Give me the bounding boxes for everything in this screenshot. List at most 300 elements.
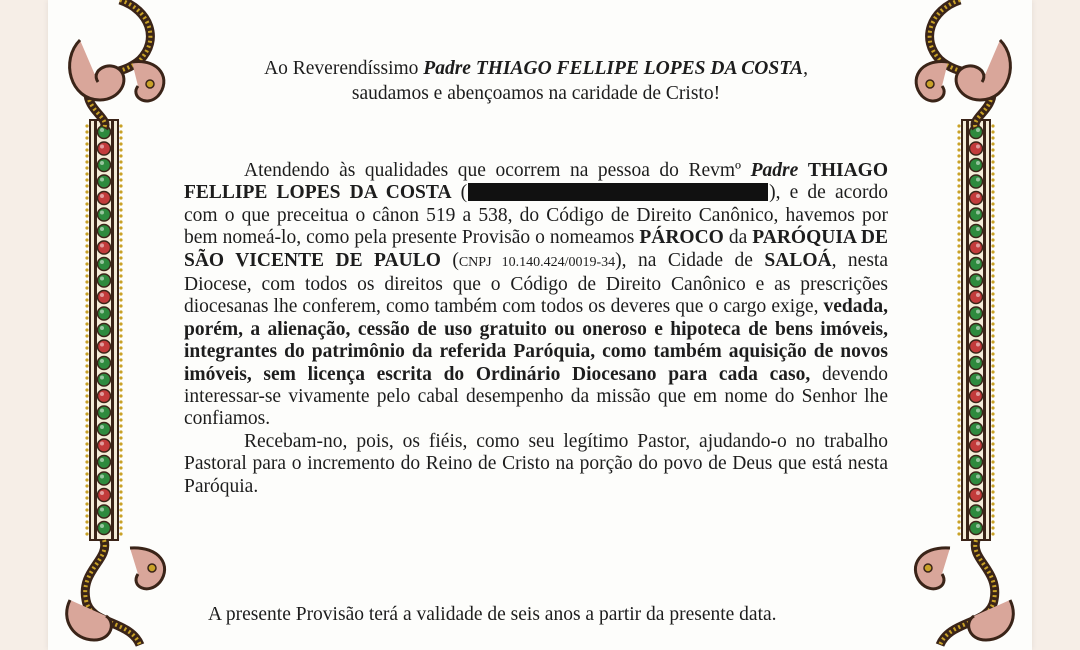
gold-dot [991,178,994,181]
provision-body [184,160,888,498]
border-bead [970,439,983,452]
gold-dot [957,472,960,475]
gold-dot [119,370,122,373]
gold-dot [119,496,122,499]
gold-dot [119,304,122,307]
border-bead [98,258,111,271]
gold-dot [119,406,122,409]
border-bead [98,225,111,238]
border-bead [98,159,111,172]
gold-dot [957,256,960,259]
gold-dot [957,160,960,163]
gold-dot [85,196,88,199]
gold-dot [957,508,960,511]
gold-dot [957,388,960,391]
gold-dot [85,124,88,127]
bead-highlight [976,524,980,528]
border-line [983,120,986,540]
gold-dot [957,292,960,295]
gold-dot [85,490,88,493]
bead-highlight [976,293,980,297]
gold-dot [991,418,994,421]
gold-dot [85,166,88,169]
bead-highlight [976,277,980,281]
gold-dot [119,532,122,535]
border-bead [970,291,983,304]
bead-highlight [100,293,104,297]
scroll-curl-top [956,40,1010,100]
bead-highlight [976,260,980,264]
gold-dot [957,178,960,181]
gold-dot [85,364,88,367]
gold-dot [119,184,122,187]
bead-highlight [100,310,104,314]
gold-dot [957,130,960,133]
gold-dot [119,394,122,397]
gold-dot [85,148,88,151]
gold-dot [991,136,994,139]
border-bead [98,192,111,205]
gold-dot [991,202,994,205]
gold-dot [991,394,994,397]
gold-dot [85,418,88,421]
border-bead [98,274,111,287]
gold-dot [957,208,960,211]
gold-dot [957,346,960,349]
gold-dot [85,346,88,349]
gold-dot [85,502,88,505]
gold-dot [991,232,994,235]
gold-dot [957,370,960,373]
gold-dot [119,250,122,253]
bead-highlight [100,524,104,528]
gold-dot [85,388,88,391]
gold-dot [85,136,88,139]
border-line [111,120,114,540]
scroll-jewel [926,80,934,88]
gold-dot [85,304,88,307]
gold-dot [991,316,994,319]
gold-dot [957,190,960,193]
gold-dot [85,400,88,403]
gold-dot [991,454,994,457]
gold-dot [85,508,88,511]
gold-dot [957,418,960,421]
gold-dot [957,238,960,241]
gold-dot [85,412,88,415]
bead-highlight [100,326,104,330]
gold-dot [119,280,122,283]
gold-dot [85,154,88,157]
bead-highlight [976,343,980,347]
gold-dot [991,460,994,463]
gold-dot [119,124,122,127]
bead-highlight [100,475,104,479]
gold-dot [85,262,88,265]
gold-dot [119,502,122,505]
scroll-jewel [148,564,156,572]
gold-dot [957,382,960,385]
gold-dot [119,208,122,211]
gold-dot [119,400,122,403]
gold-dot [957,364,960,367]
gold-dot [119,196,122,199]
bead-highlight [976,392,980,396]
gold-dot [991,244,994,247]
parish-cnpj: CNPJ 10.140.424/0019-34 [458,254,616,270]
gold-dot [119,274,122,277]
border-bead [970,225,983,238]
gold-dot [85,316,88,319]
gold-dot [957,142,960,145]
border-bead [98,522,111,535]
gold-dot [957,316,960,319]
gold-dot [991,490,994,493]
gold-dot [119,472,122,475]
gold-dot [957,502,960,505]
gold-dot [991,274,994,277]
gold-dot [991,376,994,379]
gold-dot [119,478,122,481]
gold-dot [957,274,960,277]
gold-dot [119,358,122,361]
gold-dot [119,430,122,433]
gold-dot [85,406,88,409]
gold-dot [119,328,122,331]
bead-highlight [100,178,104,182]
border-bead [970,258,983,271]
gold-dot [85,178,88,181]
gold-dot [991,310,994,313]
bead-highlight [100,359,104,363]
gold-dot [85,232,88,235]
gold-dot [991,508,994,511]
gold-dot [957,532,960,535]
gold-dot [85,298,88,301]
gold-dot [991,472,994,475]
bead-highlight [976,310,980,314]
gold-dot [85,430,88,433]
gold-dot [119,388,122,391]
border-bead [970,373,983,386]
bead-highlight [976,491,980,495]
gold-dot [119,364,122,367]
gold-dot [85,142,88,145]
bead-highlight [976,425,980,429]
border-bead [970,406,983,419]
gold-dot [957,232,960,235]
bead-highlight [976,161,980,165]
gold-dot [119,460,122,463]
gold-dot [991,448,994,451]
gold-dot [957,328,960,331]
gold-dot [957,520,960,523]
gold-dot [957,460,960,463]
gold-dot [85,256,88,259]
salutation [184,56,888,106]
gold-dot [85,352,88,355]
gold-dot [119,142,122,145]
gold-dot [85,238,88,241]
city-name: SALOÁ [764,249,832,271]
bead-highlight [976,442,980,446]
gold-dot [85,382,88,385]
bead-highlight [100,442,104,446]
gold-dot [991,484,994,487]
bead-highlight [100,145,104,149]
border-bead [970,390,983,403]
gold-dot [119,484,122,487]
gold-dot [957,298,960,301]
border-bead [970,456,983,469]
gold-dot [85,244,88,247]
gold-dot [957,172,960,175]
gold-dot [119,268,122,271]
gold-dot [85,322,88,325]
gold-dot [85,448,88,451]
gold-dot [85,460,88,463]
gold-dot [85,466,88,469]
gold-dot [957,478,960,481]
gold-dot [991,340,994,343]
gold-dot [119,238,122,241]
gold-dot [957,358,960,361]
gold-dot [119,226,122,229]
salutation-line-1: Ao Reverendíssimo Padre THIAGO FELLIPE LOPES DA COSTA, [264,58,808,79]
bead-highlight [100,227,104,231]
gold-dot [119,352,122,355]
gold-dot [119,232,122,235]
border-bead [98,439,111,452]
gold-dot [991,124,994,127]
gold-dot [957,280,960,283]
gold-dot [85,280,88,283]
bead-highlight [976,145,980,149]
gold-dot [991,280,994,283]
gold-dot [957,514,960,517]
bead-highlight [976,508,980,512]
bead-highlight [100,194,104,198]
gold-dot [119,508,122,511]
gold-dot [957,226,960,229]
gold-dot [991,172,994,175]
bead-highlight [976,359,980,363]
gold-dot [957,352,960,355]
gold-dot [85,130,88,133]
gold-dot [991,388,994,391]
gold-dot [119,214,122,217]
gold-dot [85,340,88,343]
border-bead [98,505,111,518]
gold-dot [119,148,122,151]
border-bead [98,390,111,403]
gold-dot [957,268,960,271]
gold-dot [991,196,994,199]
border-bead [970,208,983,221]
gold-dot [991,406,994,409]
gold-dot [85,532,88,535]
gold-dot [119,316,122,319]
bead-highlight [100,343,104,347]
gold-dot [85,472,88,475]
bead-highlight [100,260,104,264]
gold-dot [991,400,994,403]
border-bead [970,142,983,155]
gold-dot [85,310,88,313]
gold-dot [957,286,960,289]
border-bead [98,340,111,353]
parish-name: PARÓQUIA DE SÃO VICENTE DE PAULO [184,227,889,271]
gold-dot [957,214,960,217]
bead-highlight [976,178,980,182]
gold-dot [85,394,88,397]
gold-dot [119,286,122,289]
gold-dot [957,490,960,493]
border-bead [970,522,983,535]
gold-dot [957,400,960,403]
bead-highlight [100,211,104,215]
gold-dot [957,220,960,223]
gold-dot [119,202,122,205]
gold-dot [957,412,960,415]
gold-dot [85,274,88,277]
gold-dot [957,154,960,157]
gold-dot [119,310,122,313]
gold-dot [991,250,994,253]
gold-dot [991,442,994,445]
gold-dot [957,526,960,529]
bead-highlight [976,409,980,413]
ornamental-border-right [900,0,1020,650]
border-group [915,0,1013,645]
gold-dot [119,166,122,169]
bead-highlight [100,161,104,165]
gold-dot [85,202,88,205]
border-bead [970,472,983,485]
border-group [67,0,165,645]
gold-dot [991,226,994,229]
gold-dot [85,328,88,331]
gold-dot [957,454,960,457]
gold-dot [991,370,994,373]
salutation-line-2: saudamos e abençoamos na caridade de Cristo! [351,83,721,104]
bead-highlight [976,244,980,248]
border-bead [98,489,111,502]
paragraph-reception: Recebam-no, pois, os fiéis, como seu legítimo Pastor, ajudando-o no trabalho Pastoral para o incremento do Reino de Cristo na porção do povo de Deus que está nesta Paróquia. [184,430,888,497]
gold-dot [991,298,994,301]
gold-dot [991,130,994,133]
scroll-jewel [146,80,154,88]
gold-dot [991,184,994,187]
gold-dot [991,334,994,337]
gold-dot [119,190,122,193]
bead-highlight [100,277,104,281]
border-bead [970,159,983,172]
gold-dot [85,376,88,379]
gold-dot [85,208,88,211]
gold-dot [119,292,122,295]
gold-dot [991,478,994,481]
gold-dot [119,346,122,349]
gold-dot [119,376,122,379]
gold-dot [957,196,960,199]
border-bead [98,142,111,155]
border-bead [970,324,983,337]
gold-dot [991,142,994,145]
bead-highlight [976,376,980,380]
gold-dot [991,430,994,433]
border-bead [98,291,111,304]
border-bead [98,456,111,469]
restriction-clause: vedada, porém, a alienação, cessão de uso gratuito ou oneroso e hipoteca de bens imóveis, integrantes do patrimônio da referida Paróquia, como também aquisição de novos imóveis, sem licença escrita do Ordinário Diocesano para cada caso, [184,296,888,385]
border-bead [98,324,111,337]
gold-dot [85,250,88,253]
gold-dot [991,322,994,325]
gold-dot [957,496,960,499]
border-bead [98,406,111,419]
gold-dot [957,466,960,469]
gold-dot [957,484,960,487]
gold-dot [119,382,122,385]
gold-dot [85,454,88,457]
gold-dot [85,190,88,193]
gold-dot [957,406,960,409]
bead-highlight [976,211,980,215]
gold-dot [991,358,994,361]
gold-dot [85,424,88,427]
gold-dot [991,328,994,331]
gold-dot [119,412,122,415]
gold-dot [991,514,994,517]
role-title: PÁROCO [639,227,724,249]
border-bead [98,241,111,254]
gold-dot [991,520,994,523]
priest-name: THIAGO FELLIPE LOPES DA COSTA [184,160,888,204]
gold-dot [85,334,88,337]
gold-dot [119,256,122,259]
gold-dot [85,514,88,517]
gold-dot [957,430,960,433]
gold-dot [991,220,994,223]
bead-highlight [100,491,104,495]
gold-dot [119,466,122,469]
gold-dot [957,148,960,151]
gold-dot [991,208,994,211]
bead-highlight [100,376,104,380]
gold-dot [991,154,994,157]
bead-highlight [100,508,104,512]
gold-dot [957,322,960,325]
border-bead [970,423,983,436]
bead-highlight [976,194,980,198]
border-bead [970,192,983,205]
gold-dot [957,448,960,451]
border-bead [970,307,983,320]
gold-dot [85,184,88,187]
bead-highlight [976,475,980,479]
ornamental-border-left [60,0,180,650]
bead-highlight [976,326,980,330]
gold-dot [991,214,994,217]
bead-highlight [100,425,104,429]
gold-dot [85,484,88,487]
gold-dot [957,394,960,397]
gold-dot [991,166,994,169]
border-bead [970,505,983,518]
border-line [966,120,969,540]
bead-highlight [100,128,104,132]
border-bead [98,307,111,320]
